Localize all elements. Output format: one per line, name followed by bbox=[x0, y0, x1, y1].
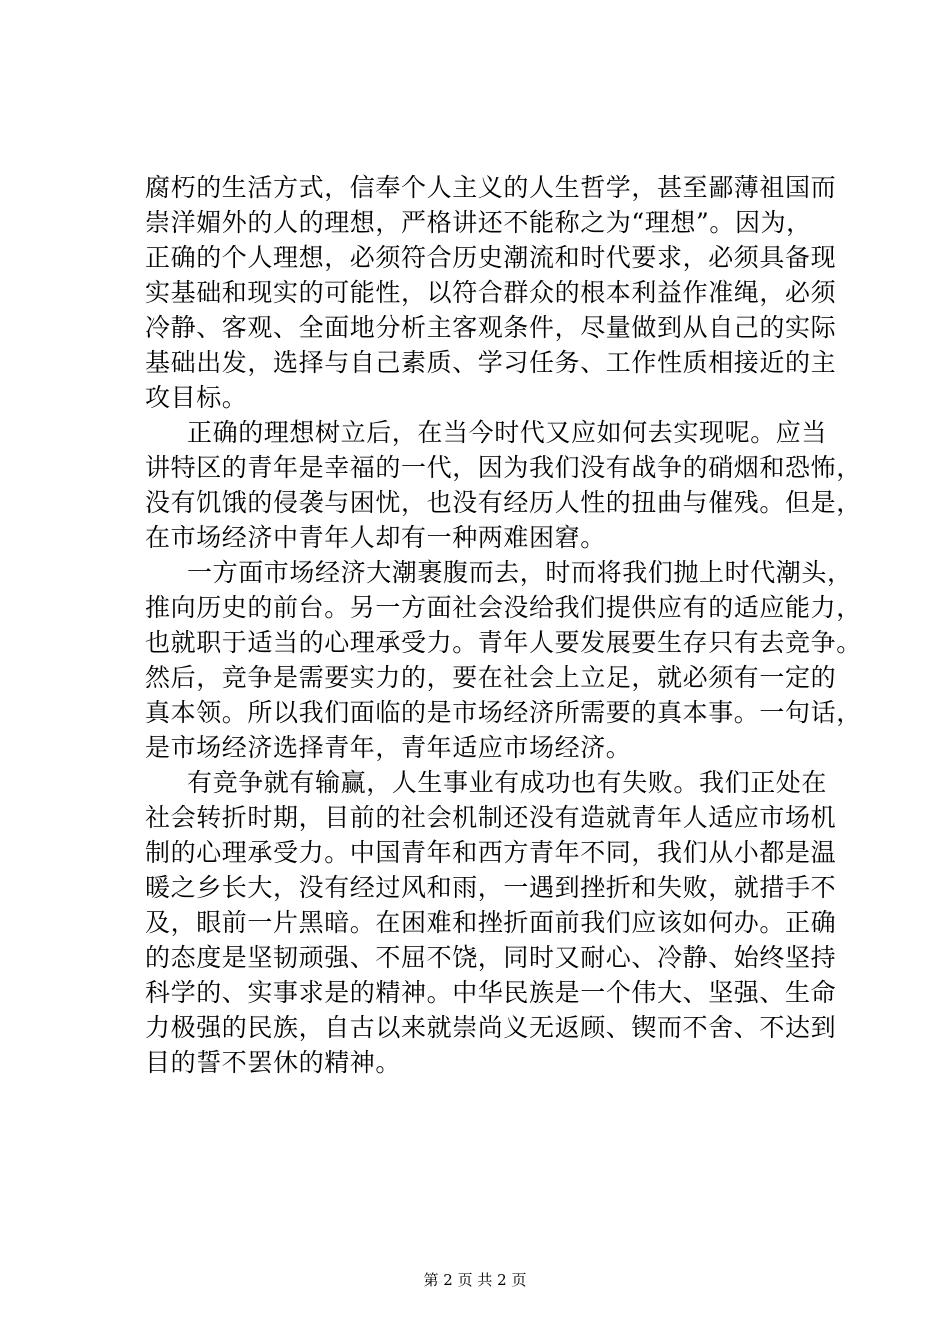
text-line: 攻目标。 bbox=[145, 383, 248, 412]
text-line: 暖之乡长大，没有经过风和雨，一遇到挫折和失败，就措手不 bbox=[145, 873, 837, 902]
text-line: 崇洋媚外的人的理想，严格讲还不能称之为“理想”。因为， bbox=[145, 208, 812, 237]
text-line: 正确的理想树立后，在当今时代又应如何去实现呢。应当 bbox=[187, 418, 828, 447]
page-footer: 第 2 页 共 2 页 bbox=[423, 1271, 527, 1289]
paragraph bbox=[145, 415, 862, 555]
text-line: 实基础和现实的可能性，以符合群众的根本利益作准绳，必须 bbox=[145, 278, 837, 307]
paragraph bbox=[145, 765, 837, 1080]
text-line: 及，眼前一片黑暗。在困难和挫折面前我们应该如何办。正确 bbox=[145, 908, 837, 937]
text-line: 讲特区的青年是幸福的一代，因为我们没有战争的硝烟和恐怖， bbox=[145, 453, 862, 482]
text-line: 一方面市场经济大潮裹腹而去，时而将我们抛上时代潮头， bbox=[187, 558, 853, 587]
paragraph bbox=[145, 170, 837, 415]
document-body bbox=[145, 170, 862, 1080]
text-line: 没有饥饿的侵袭与困忧，也没有经历人性的扭曲与催残。但是， bbox=[145, 488, 862, 517]
text-line: 力极强的民族，自古以来就崇尚义无返顾、锲而不舍、不达到 bbox=[145, 1013, 837, 1042]
text-line: 然后，竞争是需要实力的，要在社会上立足，就必须有一定的 bbox=[145, 663, 837, 692]
text-line: 目的誓不罢休的精神。 bbox=[145, 1048, 402, 1077]
text-line: 也就职于适当的心理承受力。青年人要发展要生存只有去竞争。 bbox=[145, 628, 862, 657]
text-line: 有竞争就有输赢，人生事业有成功也有失败。我们正处在 bbox=[187, 768, 828, 797]
text-line: 基础出发，选择与自己素质、学习任务、工作性质相接近的主 bbox=[145, 348, 837, 377]
text-line: 在市场经济中青年人却有一种两难困窘。 bbox=[145, 523, 606, 552]
paragraph bbox=[145, 555, 862, 765]
text-line: 冷静、客观、全面地分析主客观条件，尽量做到从自己的实际 bbox=[145, 313, 837, 342]
text-line: 是市场经济选择青年，青年适应市场经济。 bbox=[145, 733, 632, 762]
text-line: 正确的个人理想，必须符合历史潮流和时代要求，必须具备现 bbox=[145, 243, 837, 272]
text-line: 腐朽的生活方式，信奉个人主义的人生哲学，甚至鄙薄祖国而 bbox=[145, 173, 837, 202]
text-line: 社会转折时期，目前的社会机制还没有造就青年人适应市场机 bbox=[145, 803, 837, 832]
text-line: 真本领。所以我们面临的是市场经济所需要的真本事。一句话， bbox=[145, 698, 862, 727]
text-line: 科学的、实事求是的精神。中华民族是一个伟大、坚强、生命 bbox=[145, 978, 837, 1007]
text-line: 制的心理承受力。中国青年和西方青年不同，我们从小都是温 bbox=[145, 838, 837, 867]
text-line: 推向历史的前台。另一方面社会没给我们提供应有的适应能力， bbox=[145, 593, 862, 622]
text-line: 的态度是坚韧顽强、不屈不饶，同时又耐心、冷静、始终坚持 bbox=[145, 943, 837, 972]
